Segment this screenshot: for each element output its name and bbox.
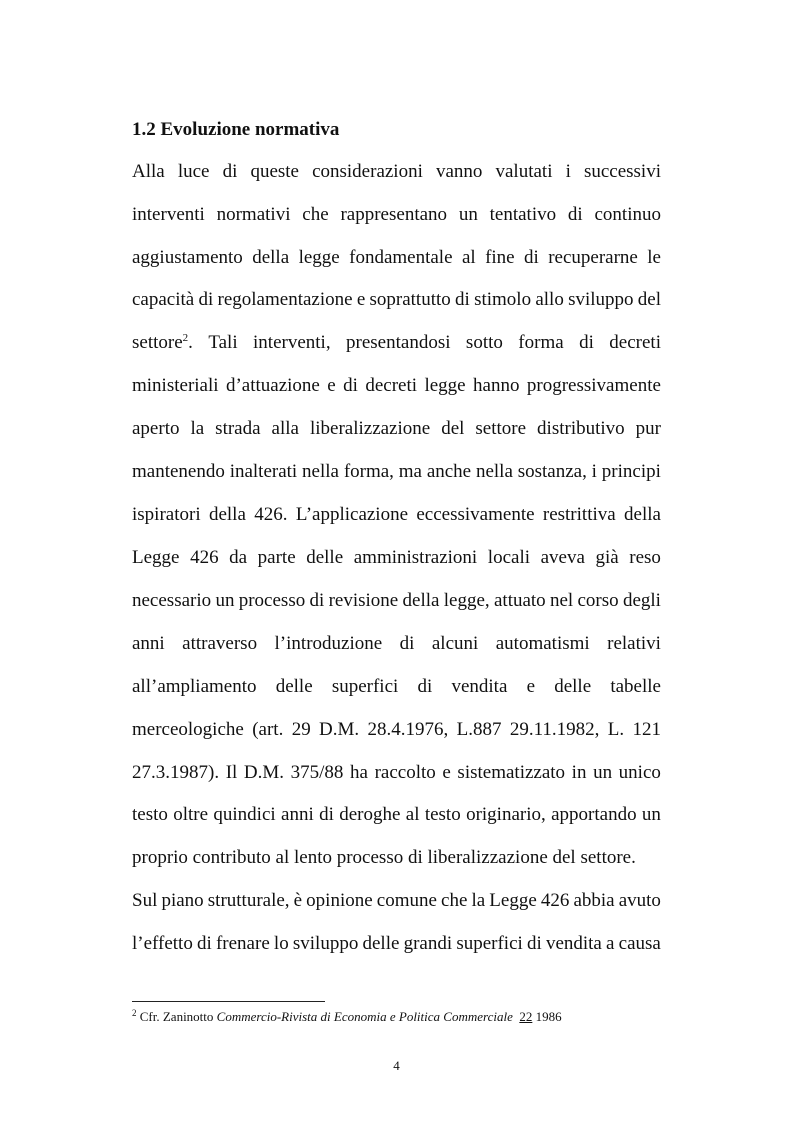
line-word: originario, <box>466 804 546 825</box>
footnote-marker: 2 <box>132 1008 137 1018</box>
line-word: abbia <box>573 890 615 911</box>
line-word: è <box>293 890 303 911</box>
paragraph-line <box>132 932 661 956</box>
line-word: tabelle <box>610 676 661 697</box>
line-word: causa <box>618 933 661 954</box>
line-word: inalterati <box>229 461 298 482</box>
line-word: strada <box>215 418 261 439</box>
line-word: anni <box>132 633 165 654</box>
line-word: ma <box>398 461 422 482</box>
line-word: deroghe <box>339 804 401 825</box>
line-word: interventi, <box>253 332 331 353</box>
line-word <box>132 331 193 355</box>
line-word: quindici <box>213 804 276 825</box>
line-word: apportando <box>551 804 637 825</box>
line-word: d’attuazione <box>225 375 320 396</box>
line-word: processo <box>238 590 306 611</box>
line-word: locali <box>487 547 530 568</box>
paragraph-line <box>132 417 661 441</box>
line-word: aggiustamento <box>132 247 243 268</box>
line-word: ispiratori <box>132 504 201 525</box>
line-word: rappresentano <box>340 204 448 225</box>
line-word: vanno <box>435 161 483 182</box>
line-word: strutturale, <box>207 890 290 911</box>
line-word: corso <box>577 590 619 611</box>
line-word: di <box>399 633 415 654</box>
line-word: di <box>319 804 334 825</box>
line-word: alcuni <box>431 633 479 654</box>
paragraph-line <box>132 203 661 227</box>
line-word: di <box>455 289 470 310</box>
line-word: delle <box>306 547 344 568</box>
line-word: unico <box>618 762 661 783</box>
paragraph-line <box>132 288 661 312</box>
line-word: 121 <box>632 719 661 740</box>
paragraph-line <box>132 160 661 184</box>
line-word: e <box>356 289 366 310</box>
line-word: e <box>526 676 536 697</box>
line-word: delle <box>554 676 592 697</box>
line-word: anni <box>281 804 314 825</box>
line-word: (art. <box>252 719 284 740</box>
line-word: 426 <box>540 890 570 911</box>
line-word: distributivo <box>537 418 625 439</box>
line-word: D.M. <box>319 719 360 740</box>
line-word: in <box>571 762 587 783</box>
line-word: Il <box>225 762 238 783</box>
line-text: proprio contributo al lento processo di liberalizzazione del settore. <box>132 847 636 868</box>
line-word: della <box>252 247 290 268</box>
paragraph-line <box>132 718 661 742</box>
line-word: 29.11.1982, <box>509 719 600 740</box>
line-word: di <box>524 247 539 268</box>
line-word: Alla <box>132 161 165 182</box>
line-word: reso <box>629 547 661 568</box>
line-word: del <box>637 289 661 310</box>
line-word: legge <box>424 375 466 396</box>
footnote <box>132 1009 562 1025</box>
line-word: normativi <box>216 204 291 225</box>
line-word: capacità <box>132 289 195 310</box>
line-word: all’ampliamento <box>132 676 257 697</box>
line-word: 426 <box>190 547 219 568</box>
line-word: . <box>188 332 193 353</box>
line-word: testo <box>132 804 168 825</box>
line-word: Legge <box>489 890 537 911</box>
paragraph-line <box>132 761 661 785</box>
paragraph-line <box>132 546 661 570</box>
paragraph-line <box>132 589 661 613</box>
line-word: lo <box>273 933 289 954</box>
line-word: D.M. <box>243 762 285 783</box>
section-heading: 1.2 Evoluzione normativa <box>132 119 340 140</box>
line-word: di <box>198 289 214 310</box>
footnote-separator <box>132 1001 325 1002</box>
line-word: progressivamente <box>526 375 661 396</box>
line-word: fondamentale <box>349 247 453 268</box>
line-word: di <box>309 590 325 611</box>
line-word: nella <box>475 461 513 482</box>
line-word: forma, <box>343 461 394 482</box>
line-word: successivi <box>583 161 661 182</box>
line-word: 29 <box>291 719 311 740</box>
paragraph-line <box>132 374 661 398</box>
line-word: merceologiche <box>132 719 244 740</box>
line-word: a <box>606 933 615 954</box>
line-word: sotto <box>465 332 503 353</box>
line-word: della <box>208 504 246 525</box>
line-word: Legge <box>132 547 180 568</box>
line-word: di <box>526 933 542 954</box>
line-word: legge <box>298 247 340 268</box>
paragraph-line <box>132 803 661 827</box>
footnote-reference[interactable]: 2 <box>182 332 189 344</box>
line-word: avuto <box>618 890 661 911</box>
line-text: settore <box>132 332 183 353</box>
line-word: attuato <box>493 590 546 611</box>
line-word: anche <box>426 461 472 482</box>
paragraph-line <box>132 246 661 270</box>
line-word: frenare <box>215 933 270 954</box>
page-number: 4 <box>393 1058 400 1073</box>
line-word: legge, <box>443 590 490 611</box>
line-word: vendita <box>545 933 602 954</box>
line-word: testo <box>424 804 461 825</box>
line-word: hanno <box>473 375 520 396</box>
line-word: della <box>624 504 661 525</box>
line-word: 28.4.1976, <box>367 719 449 740</box>
paragraph-line <box>132 503 661 527</box>
paragraph-line <box>132 632 661 656</box>
line-word: che <box>302 204 329 225</box>
line-word: restrittiva <box>542 504 616 525</box>
line-word: ha <box>350 762 368 783</box>
line-word: relativi <box>607 633 661 654</box>
line-word: comune <box>376 890 437 911</box>
line-word: Sul <box>132 890 158 911</box>
line-word: superfici <box>456 933 523 954</box>
line-word: i <box>565 161 571 182</box>
line-word: settore <box>475 418 527 439</box>
line-word: sviluppo <box>292 933 359 954</box>
line-word: 27.3.1987). <box>132 762 220 783</box>
line-word: al <box>405 804 420 825</box>
line-word: forma <box>518 332 564 353</box>
line-word: interventi <box>132 204 205 225</box>
line-word: che <box>441 890 468 911</box>
footnote-volume: 22 <box>519 1009 533 1024</box>
line-word: un <box>215 590 235 611</box>
line-word: mantenendo <box>132 461 225 482</box>
line-word: presentandosi <box>346 332 451 353</box>
paragraph-line <box>132 846 661 870</box>
line-word: decreti <box>609 332 661 353</box>
line-word: di <box>579 332 594 353</box>
line-word: di <box>417 676 433 697</box>
line-word: recuperarne <box>548 247 638 268</box>
line-word: L’applicazione <box>295 504 409 525</box>
line-word: piano <box>161 890 204 911</box>
line-word: L.887 <box>456 719 502 740</box>
line-word: le <box>647 247 661 268</box>
paragraph-line <box>132 331 661 355</box>
line-word: vendita <box>451 676 508 697</box>
line-word: fine <box>485 247 515 268</box>
line-word: soprattutto <box>369 289 451 310</box>
line-word: sviluppo <box>568 289 634 310</box>
line-word: revisione <box>328 590 399 611</box>
footnote-journal: Commercio-Rivista di Economia e Politica Commerciale <box>216 1009 513 1024</box>
line-word: al <box>461 247 476 268</box>
line-word: di <box>222 161 238 182</box>
line-word: delle <box>275 676 313 697</box>
line-word: l’effetto <box>132 933 193 954</box>
line-word: parte <box>257 547 296 568</box>
line-word: considerazioni <box>312 161 423 182</box>
line-word: la <box>190 418 205 439</box>
line-word: superfici <box>331 676 399 697</box>
line-word: tentativo <box>489 204 557 225</box>
line-word: alla <box>271 418 299 439</box>
line-word: di <box>567 204 583 225</box>
line-word: liberalizzazione <box>309 418 431 439</box>
line-word: amministrazioni <box>353 547 478 568</box>
line-word: da <box>229 547 248 568</box>
line-word: regolamentazione <box>217 289 353 310</box>
line-word: 375/88 <box>290 762 344 783</box>
line-word: valutati <box>495 161 553 182</box>
line-word: oltre <box>173 804 209 825</box>
line-word: della <box>402 590 440 611</box>
line-word: grandi <box>403 933 453 954</box>
line-word: già <box>595 547 619 568</box>
footnote-year: 1986 <box>535 1009 562 1024</box>
line-word: necessario <box>132 590 212 611</box>
line-word: nella <box>302 461 339 482</box>
line-word: la <box>471 890 486 911</box>
line-word: aveva <box>540 547 585 568</box>
line-word: e <box>442 762 451 783</box>
line-word: un <box>458 204 478 225</box>
line-word: eccessivamente <box>416 504 535 525</box>
line-word: decreti <box>365 375 418 396</box>
line-word: aperto <box>132 418 180 439</box>
line-word: l’introduzione <box>274 633 383 654</box>
paragraph-line <box>132 460 661 484</box>
line-word: nel <box>549 590 574 611</box>
line-word: degli <box>622 590 661 611</box>
line-word: di <box>343 375 358 396</box>
line-word: Tali <box>208 332 238 353</box>
line-word: sistematizzato <box>457 762 566 783</box>
line-word: un <box>641 804 661 825</box>
line-word: queste <box>250 161 299 182</box>
line-word: allo <box>535 289 564 310</box>
line-word: sostanza, <box>517 461 587 482</box>
line-word: L. <box>607 719 625 740</box>
line-word: di <box>197 933 212 954</box>
line-word: opinione <box>306 890 373 911</box>
line-word: pur <box>635 418 661 439</box>
line-word: raccolto <box>374 762 436 783</box>
line-word: ministeriali <box>132 375 219 396</box>
line-word: attraverso <box>182 633 258 654</box>
paragraph-line <box>132 889 661 913</box>
line-word: un <box>593 762 613 783</box>
line-word: del <box>441 418 465 439</box>
line-word: i <box>591 461 597 482</box>
line-word: principi <box>601 461 661 482</box>
footnote-prefix: Cfr. Zaninotto <box>139 1009 214 1024</box>
line-word: luce <box>177 161 210 182</box>
line-word: 426. <box>254 504 288 525</box>
paragraph-line <box>132 675 661 699</box>
line-word: e <box>327 375 336 396</box>
line-word: automatismi <box>495 633 590 654</box>
line-word: continuo <box>594 204 661 225</box>
line-word: stimolo <box>474 289 532 310</box>
line-word: delle <box>362 933 400 954</box>
